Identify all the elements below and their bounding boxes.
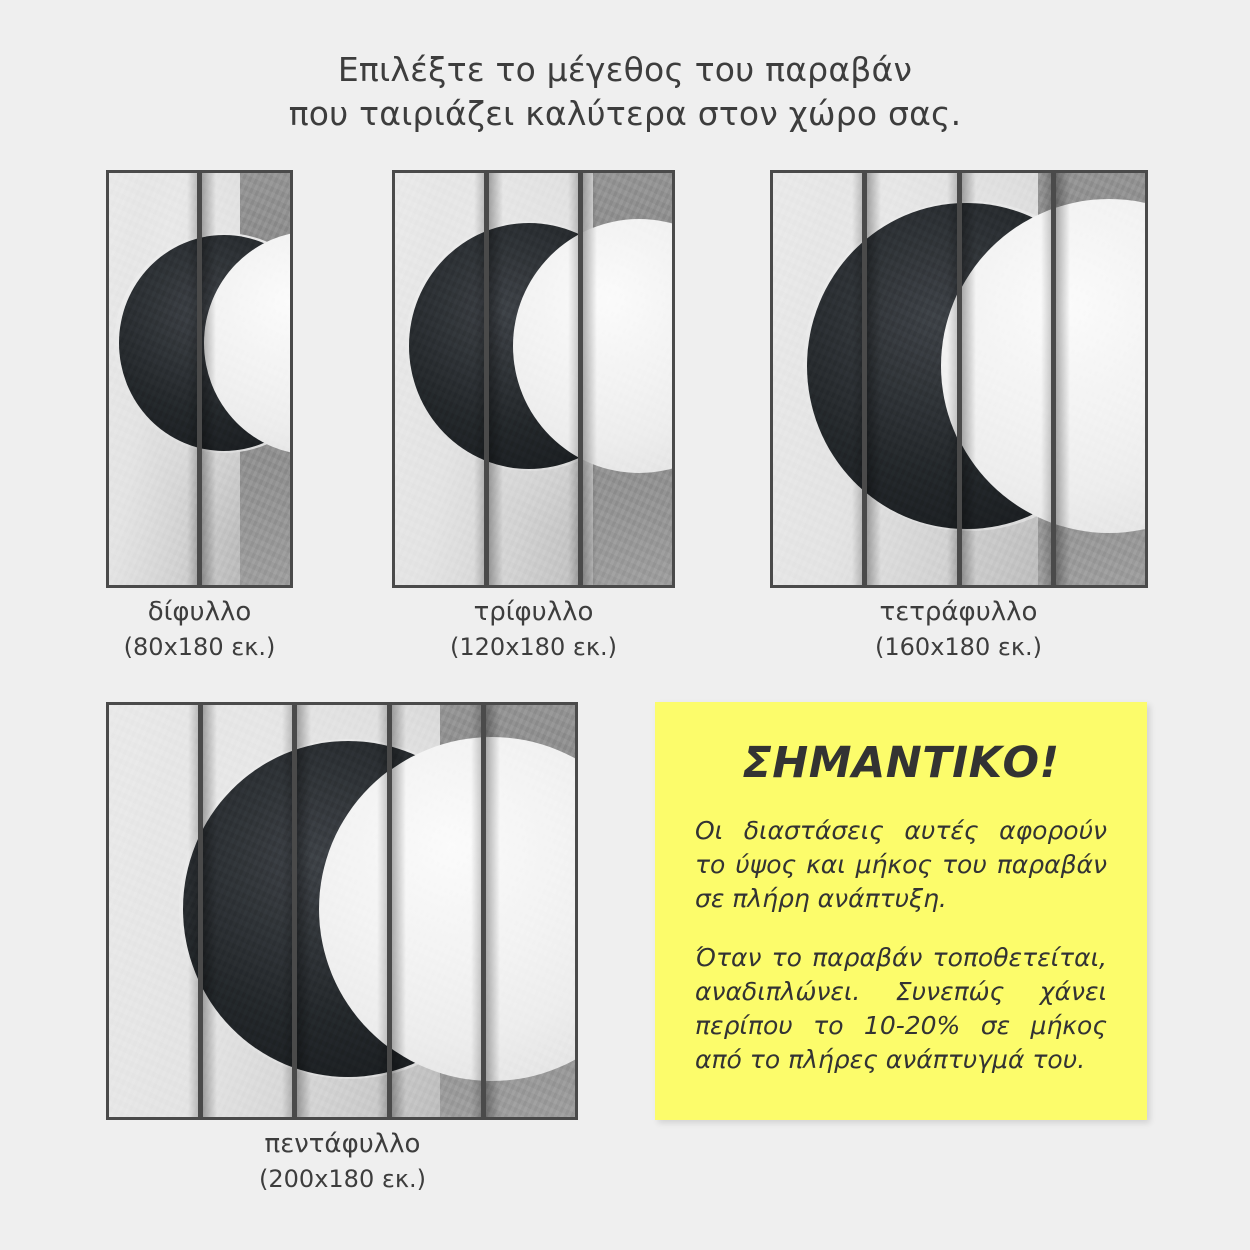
artwork — [864, 173, 959, 585]
artwork — [109, 173, 200, 585]
option-name: τρίφυλλο — [473, 597, 594, 627]
screen-option-trifyllo[interactable] — [392, 170, 675, 588]
screen-panel — [770, 170, 865, 588]
screen-panel — [486, 170, 581, 588]
option-name: δίφυλλο — [147, 597, 252, 627]
artwork — [109, 705, 201, 1117]
artwork — [199, 173, 293, 585]
screen-panel — [483, 702, 578, 1120]
option-name: πεντάφυλλο — [264, 1129, 421, 1159]
caption-tetrafyllo — [835, 596, 1082, 663]
artwork — [200, 705, 295, 1117]
page-title — [0, 48, 1250, 136]
artwork — [773, 173, 865, 585]
screen-panel — [106, 170, 200, 588]
screen-panel — [389, 702, 484, 1120]
page-title-line-1: Επιλέξτε το μέγεθος του παραβάν — [337, 50, 913, 89]
page-title-line-2: που ταιριάζει καλύτερα στον χώρο σας. — [288, 93, 962, 133]
caption-trifyllo — [410, 596, 657, 663]
note-paragraph-1: Οι διαστάσεις αυτές αφορούν το ύψος και μήκος του παραβάν σε πλήρη ανάπτυξη. — [695, 816, 1107, 913]
screen-panel — [200, 702, 295, 1120]
artwork — [389, 705, 484, 1117]
option-dimensions: (200x180 εκ.) — [259, 1164, 426, 1193]
caption-difyllo — [76, 596, 323, 663]
artwork — [580, 173, 675, 585]
screen-panel — [294, 702, 389, 1120]
screen-panel — [1053, 170, 1148, 588]
screen-option-pentafyllo[interactable] — [106, 702, 578, 1120]
screen-option-difyllo[interactable] — [106, 170, 293, 588]
option-dimensions: (80x180 εκ.) — [123, 632, 276, 661]
screen-panel — [392, 170, 487, 588]
screen-panel — [580, 170, 675, 588]
option-dimensions: (160x180 εκ.) — [875, 632, 1042, 661]
artwork — [294, 705, 389, 1117]
note-title: ΣΗΜΑΝΤΙΚΟ! — [742, 738, 1060, 788]
caption-pentafyllo — [219, 1128, 466, 1195]
screen-panel — [959, 170, 1054, 588]
artwork — [483, 705, 578, 1117]
artwork — [486, 173, 581, 585]
option-name: τετράφυλλο — [879, 597, 1038, 627]
screen-option-tetrafyllo[interactable] — [770, 170, 1148, 588]
screen-panel — [199, 170, 293, 588]
screen-panel — [106, 702, 201, 1120]
artwork — [959, 173, 1054, 585]
screen-panel — [864, 170, 959, 588]
note-paragraph-2: Όταν το παραβάν τοποθετείται, αναδιπλώνει. Συνεπώς χάνει περίπου το 10-20% σε μήκος από το πλήρες ανάπτυγμά του. — [695, 943, 1107, 1074]
artwork — [395, 173, 487, 585]
important-note — [655, 702, 1147, 1120]
option-dimensions: (120x180 εκ.) — [450, 632, 617, 661]
artwork — [1053, 173, 1148, 585]
